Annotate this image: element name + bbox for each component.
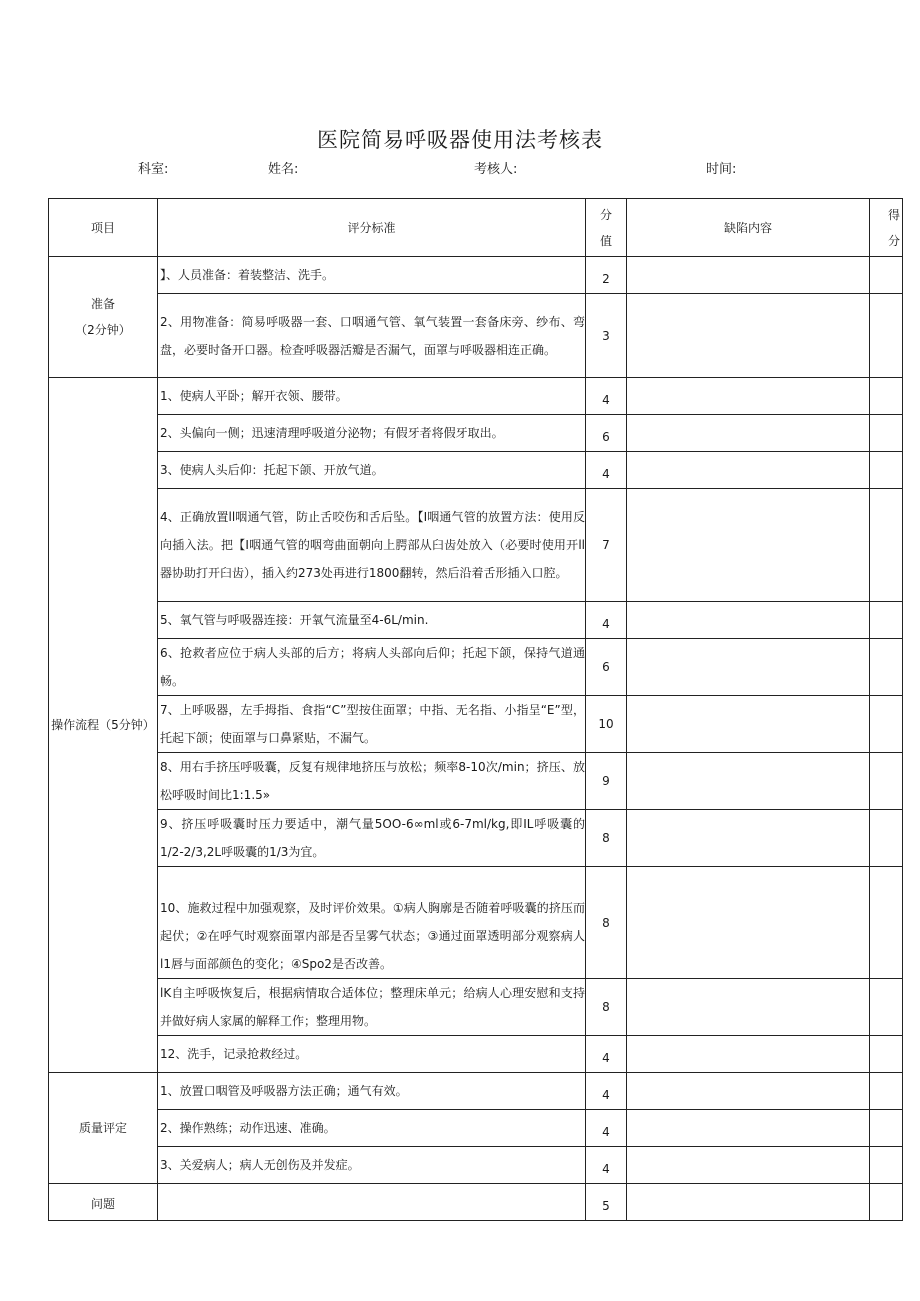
table-row (49, 639, 903, 696)
table-row (49, 415, 903, 452)
criteria-cell: 2、头偏向一侧；迅速清理呼吸道分泌物；有假牙者将假牙取出。 (158, 415, 586, 452)
criteria-cell: 8、用右手挤压呼吸囊，反复有规律地挤压与放松；频率8-10次/min；挤压、放松呼吸时间比1:1.5» (158, 753, 586, 810)
got-score-cell[interactable] (870, 1110, 903, 1147)
score-cell: 4 (586, 602, 627, 639)
col-got-header: 得 分 (870, 199, 903, 257)
deficiency-cell[interactable] (627, 696, 870, 753)
score-cell: 4 (586, 1036, 627, 1073)
got-score-cell[interactable] (870, 489, 903, 602)
score-cell: 4 (586, 1147, 627, 1184)
got-score-cell[interactable] (870, 979, 903, 1036)
time-label: 时间: (706, 162, 737, 177)
assessment-table (48, 198, 903, 1221)
score-cell: 8 (586, 979, 627, 1036)
table-row (49, 696, 903, 753)
table-header-row (49, 199, 903, 257)
deficiency-cell[interactable] (627, 639, 870, 696)
score-cell: 4 (586, 1110, 627, 1147)
table-row (49, 294, 903, 378)
section-process-label: 操作流程（5分钟） (49, 378, 158, 1073)
score-cell: 10 (586, 696, 627, 753)
deficiency-cell[interactable] (627, 602, 870, 639)
name-label: 姓名: (268, 162, 299, 177)
examiner-label: 考核人: (474, 162, 518, 177)
got-score-cell[interactable] (870, 415, 903, 452)
got-score-cell[interactable] (870, 753, 903, 810)
table-row (49, 378, 903, 415)
section-quality-label: 质量评定 (49, 1073, 158, 1184)
criteria-cell[interactable] (158, 1184, 586, 1221)
table-row (49, 1110, 903, 1147)
got-score-cell[interactable] (870, 1036, 903, 1073)
criteria-cell: 5、氧气管与呼吸器连接：开氧气流量至4-6L/min. (158, 602, 586, 639)
got-score-cell[interactable] (870, 294, 903, 378)
score-cell: 6 (586, 415, 627, 452)
deficiency-cell[interactable] (627, 294, 870, 378)
deficiency-cell[interactable] (627, 867, 870, 979)
got-score-cell[interactable] (870, 257, 903, 294)
table-row (49, 257, 903, 294)
deficiency-cell[interactable] (627, 1110, 870, 1147)
table-row (49, 810, 903, 867)
got-score-cell[interactable] (870, 1147, 903, 1184)
col-criteria-header: 评分标准 (158, 199, 586, 257)
section-prep-label: 准备 （2分钟） (49, 257, 158, 378)
score-cell: 8 (586, 867, 627, 979)
got-score-cell[interactable] (870, 639, 903, 696)
deficiency-cell[interactable] (627, 1036, 870, 1073)
got-score-cell[interactable] (870, 602, 903, 639)
criteria-cell: 】、人员准备：着装整洁、洗手。 (158, 257, 586, 294)
score-cell: 7 (586, 489, 627, 602)
table-row (49, 452, 903, 489)
deficiency-cell[interactable] (627, 257, 870, 294)
score-cell: 8 (586, 810, 627, 867)
deficiency-cell[interactable] (627, 1073, 870, 1110)
criteria-cell: 7、上呼吸器，左手拇指、食指“C”型按住面罩；中指、无名指、小指呈“E”型，托起下颌；使面罩与口鼻紧贴，不漏气。 (158, 696, 586, 753)
criteria-cell: lK自主呼吸恢复后，根据病情取合适体位；整理床单元；给病人心理安慰和支持并做好病人家属的解释工作；整理用物。 (158, 979, 586, 1036)
score-cell: 9 (586, 753, 627, 810)
got-score-cell[interactable] (870, 867, 903, 979)
score-cell: 6 (586, 639, 627, 696)
score-cell: 4 (586, 1073, 627, 1110)
criteria-cell: 9、挤压呼吸囊时压力要适中，潮气量5OO-6∞ml或6-7ml/kg,即IL呼吸囊的1/2-2/3,2L呼吸囊的1/3为宜。 (158, 810, 586, 867)
deficiency-cell[interactable] (627, 415, 870, 452)
criteria-cell: 1、使病人平卧；解开衣领、腰带。 (158, 378, 586, 415)
criteria-cell: 3、关爱病人；病人无创伤及并发症。 (158, 1147, 586, 1184)
deficiency-cell[interactable] (627, 378, 870, 415)
deficiency-cell[interactable] (627, 452, 870, 489)
deficiency-cell[interactable] (627, 1184, 870, 1221)
deficiency-cell[interactable] (627, 979, 870, 1036)
col-score-header: 分 值 (586, 199, 627, 257)
deficiency-cell[interactable] (627, 1147, 870, 1184)
criteria-cell: 3、使病人头后仰：托起下颌、开放气道。 (158, 452, 586, 489)
score-cell: 5 (586, 1184, 627, 1221)
got-score-cell[interactable] (870, 1073, 903, 1110)
criteria-cell: 6、抢救者应位于病人头部的后方；将病人头部向后仰；托起下颌，保持气道通畅。 (158, 639, 586, 696)
table-row (49, 979, 903, 1036)
table-row (49, 1073, 903, 1110)
criteria-cell: 4、正确放置ll咽通气管，防止舌咬伤和舌后坠。【I咽通气管的放置方法：使用反向插入法。把【I咽通气管的咽弯曲面朝向上腭部从臼齿处放入（必要时使用开ll器协助打开臼齿），插入约273处再进行1800翻转，然后沿着舌形插入口腔。 (158, 489, 586, 602)
criteria-cell: 2、操作熟练；动作迅速、准确。 (158, 1110, 586, 1147)
section-questions-label: 问题 (49, 1184, 158, 1221)
table-row (49, 1147, 903, 1184)
deficiency-cell[interactable] (627, 753, 870, 810)
page-title: 医院简易呼吸器使用法考核表 (317, 128, 603, 152)
score-cell: 2 (586, 257, 627, 294)
department-label: 科室: (138, 162, 169, 177)
criteria-cell: 12、洗手，记录抢救经过。 (158, 1036, 586, 1073)
got-score-cell[interactable] (870, 378, 903, 415)
score-cell: 4 (586, 452, 627, 489)
col-item-header: 项目 (49, 199, 158, 257)
criteria-cell: 10、施救过程中加强观察，及时评价效果。①病人胸廓是否随着呼吸囊的挤压而起伏；②在呼气时观察面罩内部是否呈雾气状态；③通过面罩透明部分观察病人l1唇与面部颜色的变化；④Spo2是否改善。 (158, 867, 586, 979)
table-row (49, 602, 903, 639)
deficiency-cell[interactable] (627, 489, 870, 602)
table-row (49, 1184, 903, 1221)
score-cell: 3 (586, 294, 627, 378)
col-deficiency-header: 缺陷内容 (627, 199, 870, 257)
got-score-cell[interactable] (870, 452, 903, 489)
got-score-cell[interactable] (870, 1184, 903, 1221)
table-row (49, 753, 903, 810)
got-score-cell[interactable] (870, 696, 903, 753)
table-row (49, 867, 903, 979)
score-cell: 4 (586, 378, 627, 415)
criteria-cell: 2、用物准备：简易呼吸器一套、口咽通气管、氧气装置一套备床旁、纱布、弯盘，必要时备开口器。检查呼吸器活瓣是否漏气，面罩与呼吸器相连正确。 (158, 294, 586, 378)
got-score-cell[interactable] (870, 810, 903, 867)
table-row (49, 1036, 903, 1073)
deficiency-cell[interactable] (627, 810, 870, 867)
table-row (49, 489, 903, 602)
criteria-cell: 1、放置口咽管及呼吸器方法正确；通气有效。 (158, 1073, 586, 1110)
